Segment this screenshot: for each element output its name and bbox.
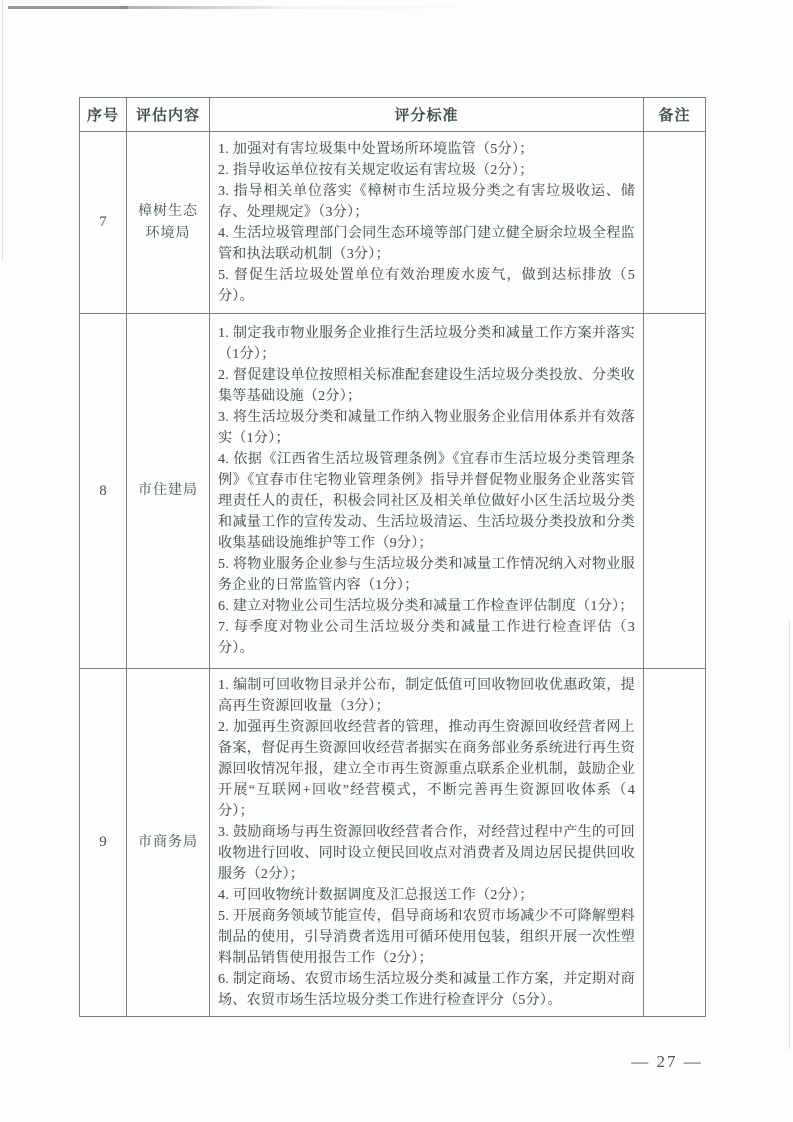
- header-serial-number: 序号: [80, 98, 127, 132]
- table-row-9: [80, 669, 706, 1017]
- criteria-item: 2. 指导收运单位按有关规定收运有害垃圾（2分）；: [218, 162, 534, 178]
- row-serial-number: 8: [80, 314, 127, 669]
- criteria-cell: [210, 314, 644, 669]
- criteria-item: 5. 将物业服务企业参与生活垃圾分类和减量工作情况纳入对物业服务企业的日常监管内容（1分）；: [218, 557, 635, 593]
- department-name: 市商务局: [127, 669, 210, 1017]
- remark-cell: [644, 314, 706, 669]
- scan-artifact-right-edge: [789, 620, 790, 1050]
- criteria-item: 3. 鼓励商场与再生资源回收经营者合作，对经营过程中产生的可回收物进行回收、同时设立便民回收点对消费者及周边居民提供回收服务（2分）；: [218, 824, 635, 882]
- header-remark: 备注: [644, 98, 706, 132]
- row-serial-number: 9: [80, 669, 127, 1017]
- header-evaluation-content: 评估内容: [127, 98, 210, 132]
- criteria-item: 2. 督促建设单位按照相关标准配套建设生活垃圾分类投放、分类收集等基础设施（2分）；: [218, 368, 635, 404]
- table-header-row: [80, 98, 706, 132]
- scan-artifact-top-fade: [120, 6, 460, 9]
- criteria-item: 5. 督促生活垃圾处置单位有效治理废水废气，做到达标排放（5分）。: [218, 267, 635, 304]
- criteria-item: 5. 开展商务领域节能宣传，倡导商场和农贸市场减少不可降解塑料制品的使用，引导消费者选用可循环使用包装，组织开展一次性塑料制品销售使用报告工作（2分）；: [218, 908, 635, 966]
- page-number: — 27 —: [631, 1052, 703, 1071]
- criteria-item: 7. 每季度对物业公司生活垃圾分类和减量工作进行检查评估（3分）。: [218, 620, 635, 656]
- table-row-8: [80, 314, 706, 669]
- criteria-item: 4. 可回收物统计数据调度及汇总报送工作（2分）；: [218, 887, 534, 903]
- criteria-item: 2. 加强再生资源回收经营者的管理，推动再生资源回收经营者网上备案，督促再生资源回收经营者据实在商务部业务系统进行再生资源回收情况年报，建立全市再生资源重点联系企业机制，鼓励企业开展“互联网+回收”经营模式，不断完善再生资源回收体系（4分）；: [218, 719, 635, 819]
- criteria-item: 1. 制定我市物业服务企业推行生活垃圾分类和减量工作方案并落实（1分）；: [218, 326, 635, 362]
- header-scoring-criteria: 评分标准: [210, 98, 644, 132]
- criteria-item: 3. 指导相关单位落实《樟树市生活垃圾分类之有害垃圾收运、储存、处理规定》（3分）；: [218, 183, 635, 220]
- remark-cell: [644, 132, 706, 314]
- criteria-item: 3. 将生活垃圾分类和减量工作纳入物业服务企业信用体系并有效落实（1分）；: [218, 410, 635, 446]
- criteria-item: 6. 制定商场、农贸市场生活垃圾分类和减量工作方案，并定期对商场、农贸市场生活垃圾分类工作进行检查评分（5分）。: [218, 971, 635, 1008]
- department-name: 樟树生态环境局: [127, 132, 210, 314]
- criteria-item: 6. 建立对物业公司生活垃圾分类和减量工作检查评估制度（1分）；: [218, 599, 634, 614]
- table-row-7: [80, 132, 706, 314]
- criteria-cell: [210, 669, 644, 1017]
- department-name: 市住建局: [127, 314, 210, 669]
- remark-cell: [644, 669, 706, 1017]
- criteria-item: 1. 编制可回收物目录并公布，制定低值可回收物回收优惠政策，提高再生资源回收量（3分）；: [218, 677, 635, 714]
- scan-artifact-top-dark: [8, 6, 128, 9]
- criteria-item: 4. 生活垃圾管理部门会同生态环境等部门建立健全厨余垃圾全程监管和执法联动机制（3分）；: [218, 225, 635, 262]
- criteria-cell: [210, 132, 644, 314]
- criteria-item: 4. 依据《江西省生活垃圾管理条例》《宜春市生活垃圾分类管理条例》《宜春市住宅物业管理条例》指导并督促物业服务企业落实管理责任人的责任，积极会同社区及相关单位做好小区生活垃圾分类和减量工作的宣传发动、生活垃圾清运、生活垃圾分类投放和分类收集基础设施维护等工作（9分）；: [218, 452, 635, 551]
- criteria-item: 1. 加强对有害垃圾集中处置场所环境监管（5分）；: [218, 141, 534, 157]
- evaluation-table: [79, 97, 706, 1017]
- row-serial-number: 7: [80, 132, 127, 314]
- scan-artifact-left-edge: [2, 0, 3, 260]
